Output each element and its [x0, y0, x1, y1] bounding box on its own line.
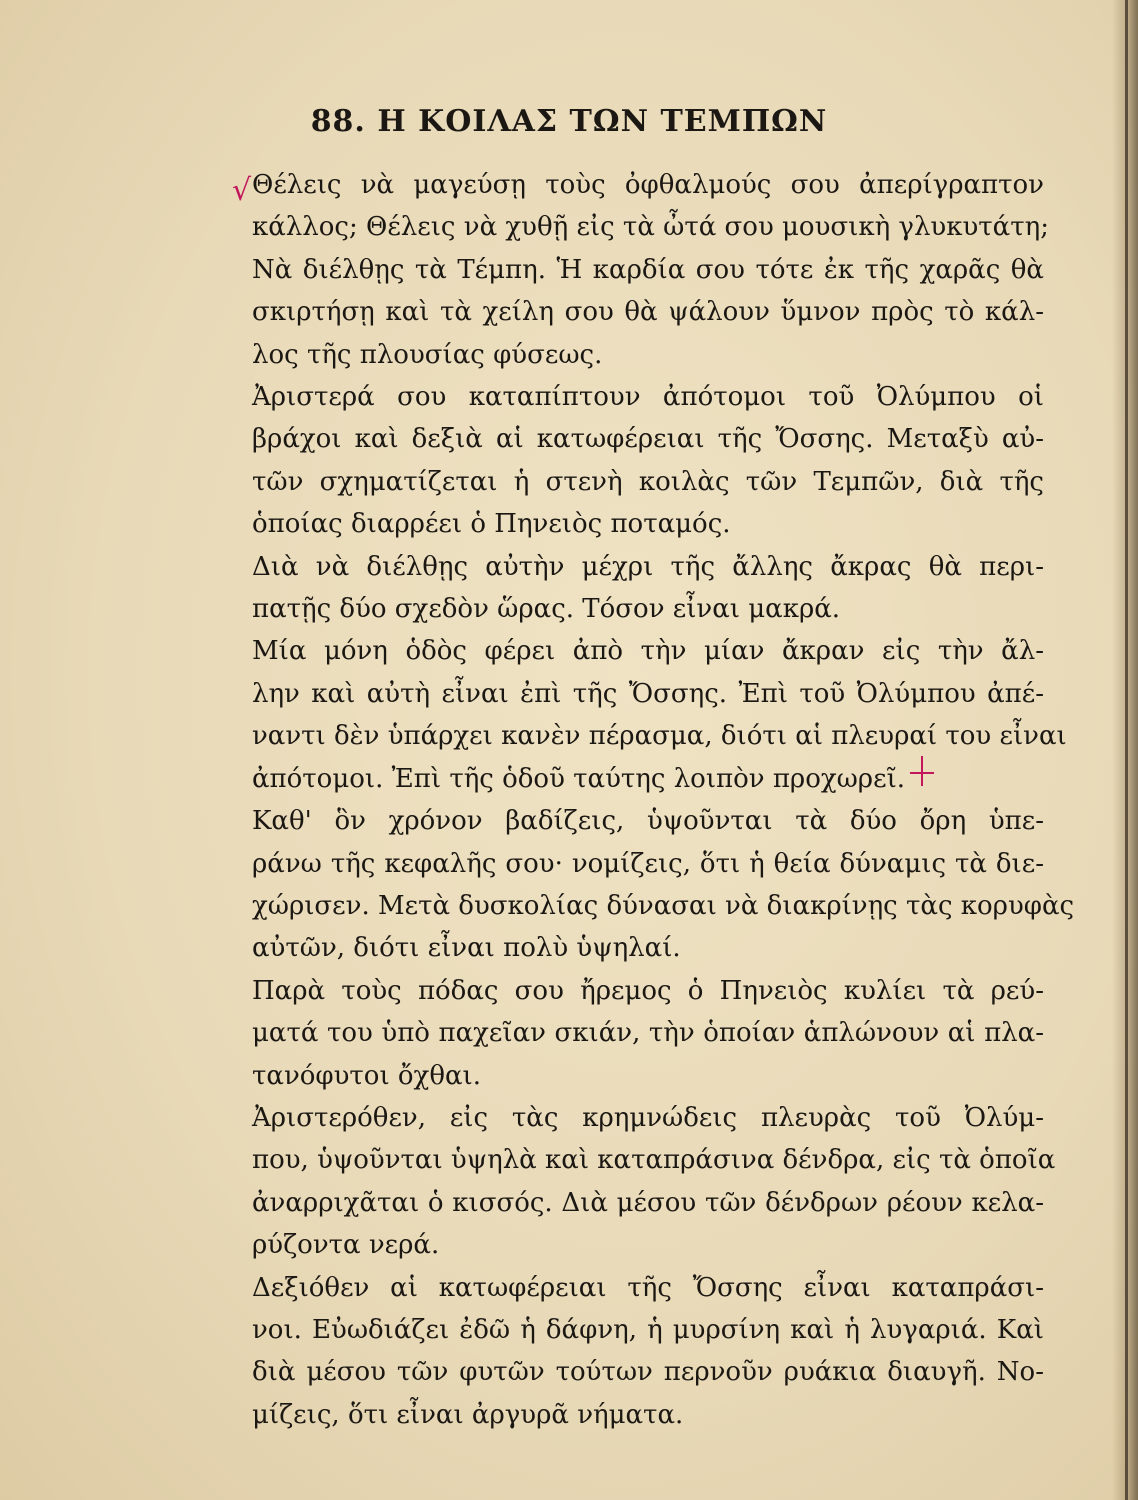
text-line: Νὰ διέλθῃς τὰ Τέμπη. Ἡ καρδία σου τότε ἐκ τῆς χαρᾶς θὰ: [252, 254, 1044, 285]
text-line: χώρισεν. Μετὰ δυσκολίας δύνασαι νὰ διακρίνῃς τὰς κορυφὰς: [252, 890, 1075, 921]
text-line: Δεξιόθεν αἱ κατωφέρειαι τῆς Ὄσσης εἶναι καταπράσι-: [252, 1272, 1044, 1303]
paragraph-1: [186, 164, 1049, 376]
text-line: μίζεις, ὅτι εἶναι ἀργυρᾶ νήματα.: [252, 1399, 684, 1430]
text-line: τανόφυτοι ὄχθαι.: [252, 1060, 481, 1091]
text-line: Θέλεις νὰ μαγεύσῃ τοὺς ὀφθαλμούς σου ἀπερίγραπτον: [252, 170, 1044, 200]
paragraph-4: [186, 630, 1067, 800]
text-line: ρύζοντα νερά.: [252, 1230, 440, 1261]
text-line: διὰ μέσου τῶν φυτῶν τούτων περνοῦν ρυάκια διαυγῆ. Νο-: [252, 1357, 1044, 1388]
text-line: Καθ' ὃν χρόνον βαδίζεις, ὑψοῦνται τὰ δύο ὄρη ὑπε-: [252, 806, 1044, 837]
text-line: που, ὑψοῦνται ὑψηλὰ καὶ καταπράσινα δένδρα, εἰς τὰ ὁποῖα: [252, 1145, 1056, 1176]
text-line: ὁποίας διαρρέει ὁ Πηνειὸς ποταμός.: [252, 509, 731, 540]
text-line: νοι. Εὐωδιάζει ἐδῶ ἡ δάφνη, ἡ μυρσίνη καὶ ἡ λυγαριά. Καὶ: [252, 1314, 1044, 1345]
text-line: Ἀριστερά σου καταπίπτουν ἀπότομοι τοῦ Ὀλύμπου οἱ: [252, 382, 1044, 413]
page-edge-line: [1125, 0, 1128, 1500]
pink-check-mark-icon: √: [232, 173, 252, 208]
paragraph-5: [186, 800, 1075, 970]
text-line: τῶν σχηματίζεται ἡ στενὴ κοιλὰς τῶν Τεμπῶν, διὰ τῆς: [252, 466, 1044, 497]
text-line: λος τῆς πλουσίας φύσεως.: [252, 339, 603, 370]
text-line: Ἀριστερόθεν, εἰς τὰς κρημνώδεις πλευρὰς τοῦ Ὀλύμ-: [252, 1102, 1044, 1133]
paragraph-2: [186, 376, 1044, 546]
text-line: Παρὰ τοὺς πόδας σου ἤρεμος ὁ Πηνειὸς κυλίει τὰ ρεύ-: [252, 975, 1044, 1006]
text-line: ἀπότομοι. Ἐπὶ τῆς ὁδοῦ ταύτης λοιπὸν προχωρεῖ.: [252, 763, 906, 794]
paragraph-3: [186, 546, 1044, 631]
text-line: Μία μόνη ὁδὸς φέρει ἀπὸ τὴν μίαν ἄκραν εἰς τὴν ἄλ-: [252, 636, 1044, 667]
chapter-title: 88. Η ΚΟΙΛΑΣ ΤΩΝ ΤΕΜΠΩΝ: [310, 104, 828, 139]
text-line: Διὰ νὰ διέλθῃς αὐτὴν μέχρι τῆς ἄλλης ἄκρας θὰ περι-: [252, 551, 1044, 582]
text-line: σκιρτήσῃ καὶ τὰ χείλη σου θὰ ψάλουν ὕμνον πρὸς τὸ κάλ-: [252, 297, 1044, 328]
text-line: πατῇς δύο σχεδὸν ὥρας. Τόσον εἶναι μακρά.: [252, 594, 841, 625]
text-line: κάλλος; Θέλεις νὰ χυθῇ εἰς τὰ ὦτά σου μουσικὴ γλυκυτάτη;: [252, 212, 1049, 243]
text-line: ματά του ὑπὸ παχεῖαν σκιάν, τὴν ὁποίαν ἁπλώνουν αἱ πλα-: [252, 1018, 1044, 1049]
text-line: αὐτῶν, διότι εἶναι πολὺ ὑψηλαί.: [252, 933, 681, 964]
paragraph-8: [186, 1267, 1044, 1437]
text-line: λην καὶ αὐτὴ εἶναι ἐπὶ τῆς Ὄσσης. Ἐπὶ τοῦ Ὀλύμπου ἀπέ-: [252, 678, 1044, 709]
text-line: ἀναρριχᾶται ὁ κισσός. Διὰ μέσου τῶν δένδρων ρέουν κελα-: [252, 1187, 1044, 1218]
body-text: [186, 164, 1075, 1436]
paragraph-6: [186, 970, 1044, 1097]
text-line: ναντι δὲν ὑπάρχει κανὲν πέρασμα, διότι αἱ πλευραί του εἶναι: [252, 721, 1067, 752]
paragraph-7: [186, 1097, 1056, 1267]
text-line: βράχοι καὶ δεξιὰ αἱ κατωφέρειαι τῆς Ὄσσης. Μεταξὺ αὐ-: [252, 424, 1044, 455]
text-line: ράνω τῆς κεφαλῆς σου· νομίζεις, ὅτι ἡ θεία δύναμις τὰ διε-: [252, 848, 1044, 879]
